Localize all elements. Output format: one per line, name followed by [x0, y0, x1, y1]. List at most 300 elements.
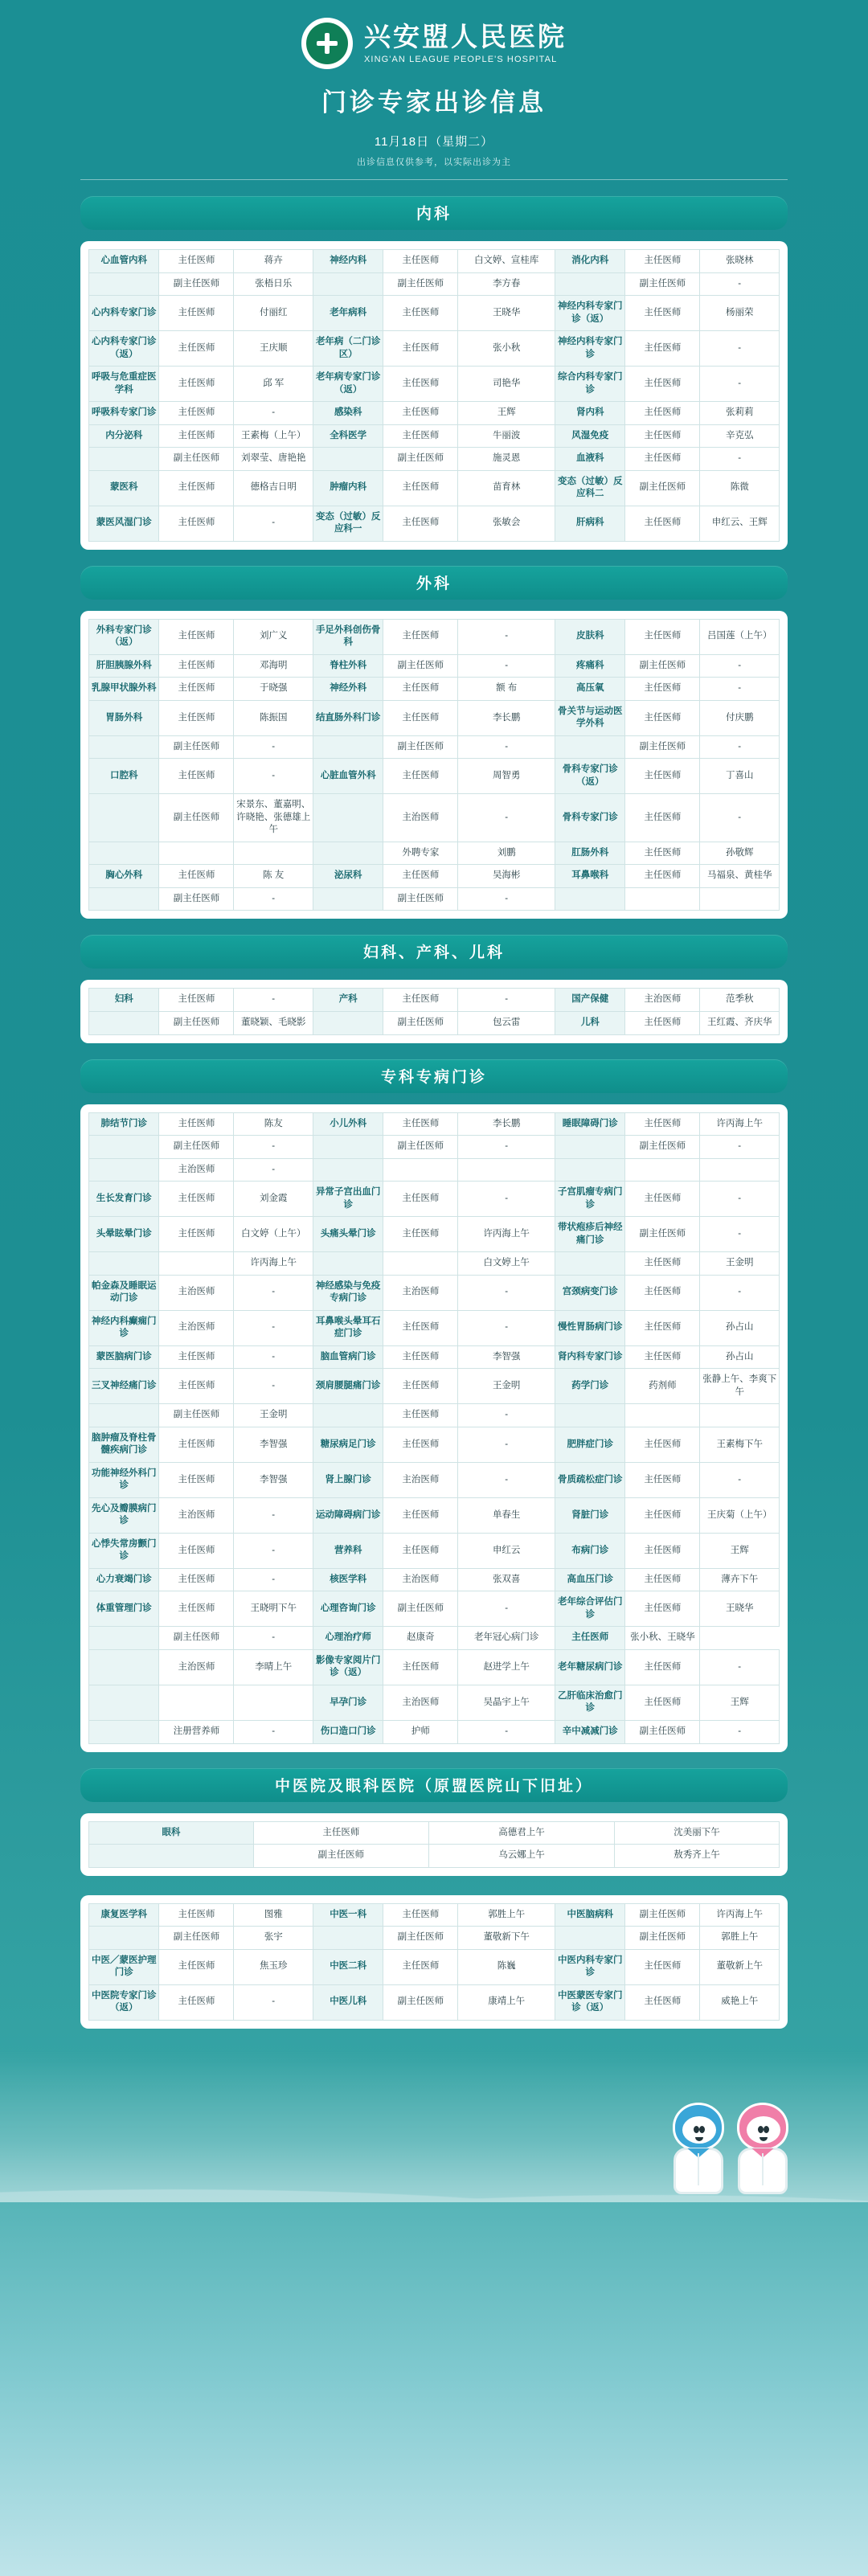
- doctor-cell: 王庆菊（上午）: [700, 1497, 780, 1533]
- doctor-cell: [234, 842, 313, 865]
- doctor-cell: -: [234, 989, 313, 1012]
- title-cell: 副主任医师: [159, 1927, 234, 1950]
- dept-cell: 消化内科: [555, 250, 624, 273]
- title-cell: 主任医师: [159, 367, 234, 402]
- doctor-cell: -: [700, 678, 780, 701]
- doctor-cell: 杨丽荣: [700, 296, 780, 331]
- title-cell: 主任医师: [625, 1345, 700, 1369]
- doctor-cell: -: [700, 367, 780, 402]
- schedule-date: 11月18日（星期二）: [374, 135, 494, 149]
- title-cell: 主治医师: [383, 1568, 458, 1591]
- table-row: [89, 1252, 780, 1276]
- dept-cell: [555, 1252, 624, 1276]
- dept-cell: 早孕门诊: [313, 1685, 383, 1720]
- title-cell: 主任医师: [625, 700, 700, 735]
- dept-cell: [89, 735, 159, 759]
- dept-cell: [89, 1685, 159, 1720]
- title-cell: 主任医师: [159, 424, 234, 448]
- title-cell: 注册营养师: [159, 1721, 234, 1744]
- doctor-cell: 吕国莲（上午）: [700, 619, 780, 654]
- table-row: [89, 1949, 780, 1984]
- doctor-cell: 王金明: [700, 1252, 780, 1276]
- dept-cell: 中医内科专家门诊: [555, 1949, 624, 1984]
- title-cell: 主任医师: [625, 1182, 700, 1217]
- table-row: [89, 1404, 780, 1427]
- doctor-cell: -: [234, 402, 313, 425]
- schedule-table-zhongyi: [88, 1903, 780, 2021]
- doctor-cell: 申红云、王辉: [700, 506, 780, 541]
- doctor-cell: -: [234, 1275, 313, 1310]
- title-cell: 张小秋、王晓华: [625, 1627, 700, 1650]
- hospital-name-cn: 兴安盟人民医院: [364, 22, 567, 52]
- title-cell: 主任医师: [383, 250, 458, 273]
- dept-cell: 结直肠外科门诊: [313, 700, 383, 735]
- dept-cell: 生长发育门诊: [89, 1182, 159, 1217]
- dept-cell: 运动障碍病门诊: [313, 1497, 383, 1533]
- title-cell: 主任医师: [625, 296, 700, 331]
- dept-cell: 血液科: [555, 448, 624, 471]
- doctor-cell: -: [700, 1649, 780, 1685]
- table-row: [89, 1721, 780, 1744]
- doctor-cell: [234, 1685, 313, 1720]
- doctor-cell: 李长鹏: [458, 1112, 555, 1136]
- dept-cell: [313, 1158, 383, 1182]
- title-cell: 副主任医师: [625, 1136, 700, 1159]
- dept-cell: 肿瘤内科: [313, 470, 383, 506]
- doctor-cell: 许丙海上午: [234, 1252, 313, 1276]
- doctor-cell: 吴晶宇上午: [458, 1685, 555, 1720]
- title-cell: 主任医师: [625, 424, 700, 448]
- table-row: [89, 1568, 780, 1591]
- doctor-cell: -: [700, 1182, 780, 1217]
- table-row: [89, 1369, 780, 1404]
- dept-cell: 神经感染与免疫专病门诊: [313, 1275, 383, 1310]
- title-cell: 赵康奇: [383, 1627, 458, 1650]
- dept-cell: 变态（过敏）反应科二: [555, 470, 624, 506]
- dept-cell: 肾上腺门诊: [313, 1462, 383, 1497]
- doctor-cell: -: [458, 989, 555, 1012]
- table-row: [89, 1182, 780, 1217]
- dept-cell: 神经外科: [313, 678, 383, 701]
- title-cell: 副主任医师: [383, 1011, 458, 1034]
- title-cell: 药剂师: [625, 1369, 700, 1404]
- title-cell: 主任医师: [625, 331, 700, 367]
- section-title-fuke: 妇科、产科、儿科: [80, 935, 788, 969]
- dept-cell: 中医脑病科: [555, 1903, 624, 1927]
- doctor-cell: 王金明: [234, 1404, 313, 1427]
- dept-cell: 乙肝临床治愈门诊: [555, 1685, 624, 1720]
- table-row: [89, 1533, 780, 1568]
- doctor-cell: -: [700, 272, 780, 296]
- title-cell: 主任医师: [625, 1252, 700, 1276]
- doctor-cell: 德格吉日明: [234, 470, 313, 506]
- doctor-cell: 蒋卉: [234, 250, 313, 273]
- title-cell: 主任医师: [625, 1533, 700, 1568]
- table-row: [89, 367, 780, 402]
- doctor-cell: 刘广义: [234, 619, 313, 654]
- doctor-cell: 王红霞、齐庆华: [700, 1011, 780, 1034]
- dept-cell: 感染科: [313, 402, 383, 425]
- title-cell: 副主任医师: [383, 735, 458, 759]
- doctor-cell: 付庆鹏: [700, 700, 780, 735]
- dept-cell: 老年病（二门诊区）: [313, 331, 383, 367]
- dept-cell: 肝病科: [555, 506, 624, 541]
- dept-cell: 中医儿科: [313, 1984, 383, 2020]
- title-cell: [159, 842, 234, 865]
- title-cell: 主任医师: [159, 759, 234, 794]
- title-cell: 主任医师: [159, 1345, 234, 1369]
- table-row: [89, 700, 780, 735]
- dept-cell: 心悸失常房颤门诊: [89, 1533, 159, 1568]
- title-cell: 主任医师: [383, 678, 458, 701]
- title-cell: 主任医师: [159, 1533, 234, 1568]
- title-cell: 主任医师: [383, 367, 458, 402]
- title-cell: 主任医师: [625, 1649, 700, 1685]
- title-cell: 主任医师: [159, 1949, 234, 1984]
- title-cell: 主任医师: [625, 1275, 700, 1310]
- title-cell: [383, 1252, 458, 1276]
- dept-cell: 神经内科专家门诊（返）: [555, 296, 624, 331]
- doctor-cell: 白文婷、宣桂库: [458, 250, 555, 273]
- schedule-note: 出诊信息仅供参考，以实际出诊为主: [357, 158, 511, 167]
- doctor-cell: -: [700, 1136, 780, 1159]
- title-cell: 主任医师: [159, 1112, 234, 1136]
- dept-cell: 儿科: [555, 1011, 624, 1034]
- table-card-fuke: [80, 980, 788, 1042]
- title-cell: 副主任医师: [383, 1591, 458, 1627]
- doctor-cell: -: [700, 1721, 780, 1744]
- doctor-cell: -: [458, 1591, 555, 1627]
- doctor-cell: -: [234, 735, 313, 759]
- dept-cell: [89, 887, 159, 911]
- table-row: [89, 448, 780, 471]
- doctor-cell: 郭胜上午: [700, 1927, 780, 1950]
- dept-cell: 小儿外科: [313, 1112, 383, 1136]
- title-cell: 主任医师: [383, 1497, 458, 1533]
- title-cell: 主任医师: [159, 1369, 234, 1404]
- dept-cell: 外科专家门诊（返）: [89, 619, 159, 654]
- table-row: [89, 1310, 780, 1345]
- table-row: [89, 402, 780, 425]
- table-row: [89, 1591, 780, 1627]
- title-cell: [159, 1685, 234, 1720]
- dept-cell: 皮肤科: [555, 619, 624, 654]
- table-card-zhongyi: [80, 1895, 788, 2029]
- title-cell: 副主任医师: [625, 272, 700, 296]
- title-cell: 主任医师: [159, 1182, 234, 1217]
- title-cell: 主任医师: [383, 1217, 458, 1252]
- doctor-cell: 于晓强: [234, 678, 313, 701]
- doctor-cell: 薄卉下午: [700, 1568, 780, 1591]
- doctor-cell: 王晓华: [458, 296, 555, 331]
- dept-cell: 布病门诊: [555, 1533, 624, 1568]
- doctor-cell: 苗育林: [458, 470, 555, 506]
- title-cell: 主任医师: [625, 759, 700, 794]
- title-cell: 主治医师: [159, 1158, 234, 1182]
- title-cell: 副主任医师: [383, 887, 458, 911]
- doctor-cell: 张小秋: [458, 331, 555, 367]
- dept-cell: 蒙医脑病门诊: [89, 1345, 159, 1369]
- table-row: [89, 1217, 780, 1252]
- table-row: [89, 1275, 780, 1310]
- title-cell: 主任医师: [625, 1427, 700, 1462]
- doctor-cell: 吴海彬: [458, 865, 555, 888]
- dept-cell: 营养科: [313, 1533, 383, 1568]
- title-cell: 主任医师: [625, 1462, 700, 1497]
- doctor-cell: [700, 1404, 780, 1427]
- doctor-cell: 刘翠莹、唐艳艳: [234, 448, 313, 471]
- doctor-cell: 张梧日乐: [234, 272, 313, 296]
- doctor-cell: [700, 1158, 780, 1182]
- title-cell: 主任医师: [625, 250, 700, 273]
- title-cell: 主治医师: [625, 989, 700, 1012]
- dept-cell: 帕金森及睡眠运动门诊: [89, 1275, 159, 1310]
- doctor-cell: -: [458, 1427, 555, 1462]
- dept-cell: 肾内科: [555, 402, 624, 425]
- title-cell: 副主任医师: [383, 448, 458, 471]
- doctor-cell: -: [234, 1345, 313, 1369]
- title-cell: 副主任医师: [625, 1903, 700, 1927]
- dept-cell: 中医二科: [313, 1949, 383, 1984]
- hospital-name-en: XING'AN LEAGUE PEOPLE'S HOSPITAL: [364, 54, 558, 64]
- doctor-cell: 赵进学上午: [458, 1649, 555, 1685]
- title-cell: 副主任医师: [159, 794, 234, 842]
- dept-cell: 中医一科: [313, 1903, 383, 1927]
- dept-cell: 心内科专家门诊: [89, 296, 159, 331]
- dept-cell: [313, 272, 383, 296]
- doctor-cell: 周智勇: [458, 759, 555, 794]
- table-card-waike: [80, 611, 788, 919]
- doctor-cell: 刘鹏: [458, 842, 555, 865]
- dept-cell: 老年综合评估门诊: [555, 1591, 624, 1627]
- doctor-cell: 敖秀齐上午: [615, 1845, 780, 1868]
- doctor-cell: 李智强: [458, 1345, 555, 1369]
- section-title-waike: 外科: [80, 566, 788, 600]
- title-cell: 主任医师: [159, 296, 234, 331]
- dept-cell: 胸心外科: [89, 865, 159, 888]
- doctor-cell: -: [234, 1721, 313, 1744]
- dept-cell: 蒙医科: [89, 470, 159, 506]
- title-cell: 副主任医师: [383, 1984, 458, 2020]
- title-cell: 主治医师: [383, 1275, 458, 1310]
- doctor-cell: 白文婷（上午）: [234, 1217, 313, 1252]
- title-cell: 主任医师: [159, 1591, 234, 1627]
- table-row: [89, 331, 780, 367]
- dept-cell: 康复医学科: [89, 1903, 159, 1927]
- title-cell: 主任医师: [625, 1685, 700, 1720]
- dept-cell: 口腔科: [89, 759, 159, 794]
- doctor-cell: 刘金霞: [234, 1182, 313, 1217]
- doctor-cell: -: [234, 1310, 313, 1345]
- doctor-cell: 陈友: [234, 1112, 313, 1136]
- title-cell: 主任医师: [159, 989, 234, 1012]
- doctor-cell: -: [234, 1158, 313, 1182]
- dept-cell: 肾脏门诊: [555, 1497, 624, 1533]
- title-cell: 主任医师: [625, 794, 700, 842]
- dept-cell: [89, 842, 159, 865]
- title-cell: 主任医师: [625, 619, 700, 654]
- doctor-cell: 白文婷上午: [458, 1252, 555, 1276]
- doctor-cell: -: [234, 1136, 313, 1159]
- title-cell: 主任医师: [159, 619, 234, 654]
- table-row: [89, 1158, 780, 1182]
- doctor-cell: 沈美丽下午: [615, 1821, 780, 1845]
- doctor-cell: -: [700, 654, 780, 678]
- dept-cell: [313, 794, 383, 842]
- title-cell: 主治医师: [159, 1275, 234, 1310]
- title-cell: 副主任医师: [159, 1136, 234, 1159]
- doctor-cell: -: [234, 1369, 313, 1404]
- table-row: [89, 1903, 780, 1927]
- title-cell: 主治医师: [383, 1685, 458, 1720]
- doctor-cell: -: [234, 1533, 313, 1568]
- dept-cell: 心脏血管外科: [313, 759, 383, 794]
- dept-cell: 心内科专家门诊（返）: [89, 331, 159, 367]
- doctor-cell: -: [700, 448, 780, 471]
- doctor-cell: 王辉: [700, 1533, 780, 1568]
- dept-cell: 心血管内科: [89, 250, 159, 273]
- doctor-cell: [700, 887, 780, 911]
- title-cell: 主任医师: [383, 1310, 458, 1345]
- doctor-cell: 额 布: [458, 678, 555, 701]
- table-row: [89, 887, 780, 911]
- title-cell: 副主任医师: [253, 1845, 428, 1868]
- table-row: [89, 470, 780, 506]
- dept-cell: [89, 272, 159, 296]
- dept-cell: 乳腺甲状腺外科: [89, 678, 159, 701]
- doctor-cell: 焦玉珍: [234, 1949, 313, 1984]
- dept-cell: 影像专家阅片门诊（返）: [313, 1649, 383, 1685]
- title-cell: 主任医师: [625, 402, 700, 425]
- doctor-cell: -: [458, 1404, 555, 1427]
- title-cell: 副主任医师: [625, 735, 700, 759]
- dept-cell: [89, 1627, 159, 1650]
- dept-cell: 脑血管病门诊: [313, 1345, 383, 1369]
- doctor-cell: 丁喜山: [700, 759, 780, 794]
- dept-cell: [313, 1136, 383, 1159]
- dept-cell: 骨科专家门诊（返）: [555, 759, 624, 794]
- doctor-cell: 王素梅下午: [700, 1427, 780, 1462]
- dept-cell: 肾内科专家门诊: [555, 1345, 624, 1369]
- title-cell: 主任医师: [625, 448, 700, 471]
- title-cell: 主治医师: [159, 1310, 234, 1345]
- dept-cell: [89, 1158, 159, 1182]
- table-row: [89, 1845, 780, 1868]
- table-row: [89, 1685, 780, 1720]
- doctor-cell: 张敏会: [458, 506, 555, 541]
- doctor-cell: -: [458, 794, 555, 842]
- doctor-cell: 董晓颖、毛晓影: [234, 1011, 313, 1034]
- doctor-cell: 张晓林: [700, 250, 780, 273]
- table-row: [89, 1927, 780, 1950]
- table-row: [89, 759, 780, 794]
- title-cell: 主任医师: [159, 1903, 234, 1927]
- dept-cell: [313, 1927, 383, 1950]
- title-cell: 主任医师: [625, 367, 700, 402]
- dept-cell: [555, 1136, 624, 1159]
- title-cell: 主治医师: [383, 1462, 458, 1497]
- title-cell: 主任医师: [383, 865, 458, 888]
- doctor-cell: 许丙海上午: [700, 1112, 780, 1136]
- dept-cell: 先心及瓣膜病门诊: [89, 1497, 159, 1533]
- title-cell: [625, 1404, 700, 1427]
- schedule-table-waike: [88, 619, 780, 911]
- dept-cell: 产科: [313, 989, 383, 1012]
- dept-cell: 老年糖尿病门诊: [555, 1649, 624, 1685]
- doctor-cell: -: [458, 1462, 555, 1497]
- dept-cell: 慢性胃肠病门诊: [555, 1310, 624, 1345]
- doctor-cell: 司艳华: [458, 367, 555, 402]
- title-cell: 副主任医师: [625, 1217, 700, 1252]
- dept-cell: 颈肩腰腿痛门诊: [313, 1369, 383, 1404]
- doctor-cell: -: [234, 887, 313, 911]
- dept-cell: [555, 1404, 624, 1427]
- dept-cell: 疼痛科: [555, 654, 624, 678]
- doctor-cell: 董敬新上午: [700, 1949, 780, 1984]
- dept-cell: [313, 1011, 383, 1034]
- doctor-cell: 孙占山: [700, 1345, 780, 1369]
- dept-cell: 呼吸科专家门诊: [89, 402, 159, 425]
- title-cell: 副主任医师: [159, 272, 234, 296]
- title-cell: 副主任医师: [159, 1011, 234, 1034]
- doctor-cell: 图雅: [234, 1903, 313, 1927]
- title-cell: 主任医师: [253, 1821, 428, 1845]
- dept-cell: [313, 1404, 383, 1427]
- doctor-cell: [458, 1158, 555, 1182]
- dept-cell: 肝胆胰腺外科: [89, 654, 159, 678]
- dept-cell: 头痛头晕门诊: [313, 1217, 383, 1252]
- title-cell: 主任医师: [383, 506, 458, 541]
- title-cell: 主任医师: [159, 331, 234, 367]
- table-row: [89, 1497, 780, 1533]
- doctor-cell: -: [458, 887, 555, 911]
- dept-cell: 神经内科: [313, 250, 383, 273]
- doctor-cell: 孙占山: [700, 1310, 780, 1345]
- dept-cell: [89, 1721, 159, 1744]
- doctor-cell: -: [234, 1984, 313, 2020]
- table-row: [89, 506, 780, 541]
- doctor-cell: 李长鹏: [458, 700, 555, 735]
- title-cell: 主任医师: [383, 331, 458, 367]
- dept-cell: [313, 735, 383, 759]
- doctor-cell: 威艳上午: [700, 1984, 780, 2020]
- doctor-cell: -: [700, 794, 780, 842]
- dept-cell: [555, 1927, 624, 1950]
- doctor-cell: 老年冠心病门诊: [458, 1627, 555, 1650]
- table-row: [89, 1136, 780, 1159]
- table-row: [89, 1345, 780, 1369]
- title-cell: [159, 1252, 234, 1276]
- title-cell: 主任医师: [159, 654, 234, 678]
- mascot-group: [669, 2103, 792, 2194]
- doctor-cell: 董敬新下午: [458, 1927, 555, 1950]
- dept-cell: [555, 735, 624, 759]
- dept-cell: [313, 448, 383, 471]
- dept-cell: [89, 1845, 254, 1868]
- doctor-cell: 辛克弘: [700, 424, 780, 448]
- doctor-cell: 单春生: [458, 1497, 555, 1533]
- doctor-cell: 许丙海上午: [458, 1217, 555, 1252]
- dept-cell: [555, 1158, 624, 1182]
- doctor-cell: 李智强: [234, 1462, 313, 1497]
- dept-cell: 异常子宫出血门诊: [313, 1182, 383, 1217]
- table-card-neike: [80, 241, 788, 550]
- dept-cell: 头晕眩晕门诊: [89, 1217, 159, 1252]
- section-title-zhuanke: 专科专病门诊: [80, 1059, 788, 1093]
- dept-cell: 中医院专家门诊（返）: [89, 1984, 159, 2020]
- title-cell: 副主任医师: [625, 470, 700, 506]
- dept-cell: 三叉神经痛门诊: [89, 1369, 159, 1404]
